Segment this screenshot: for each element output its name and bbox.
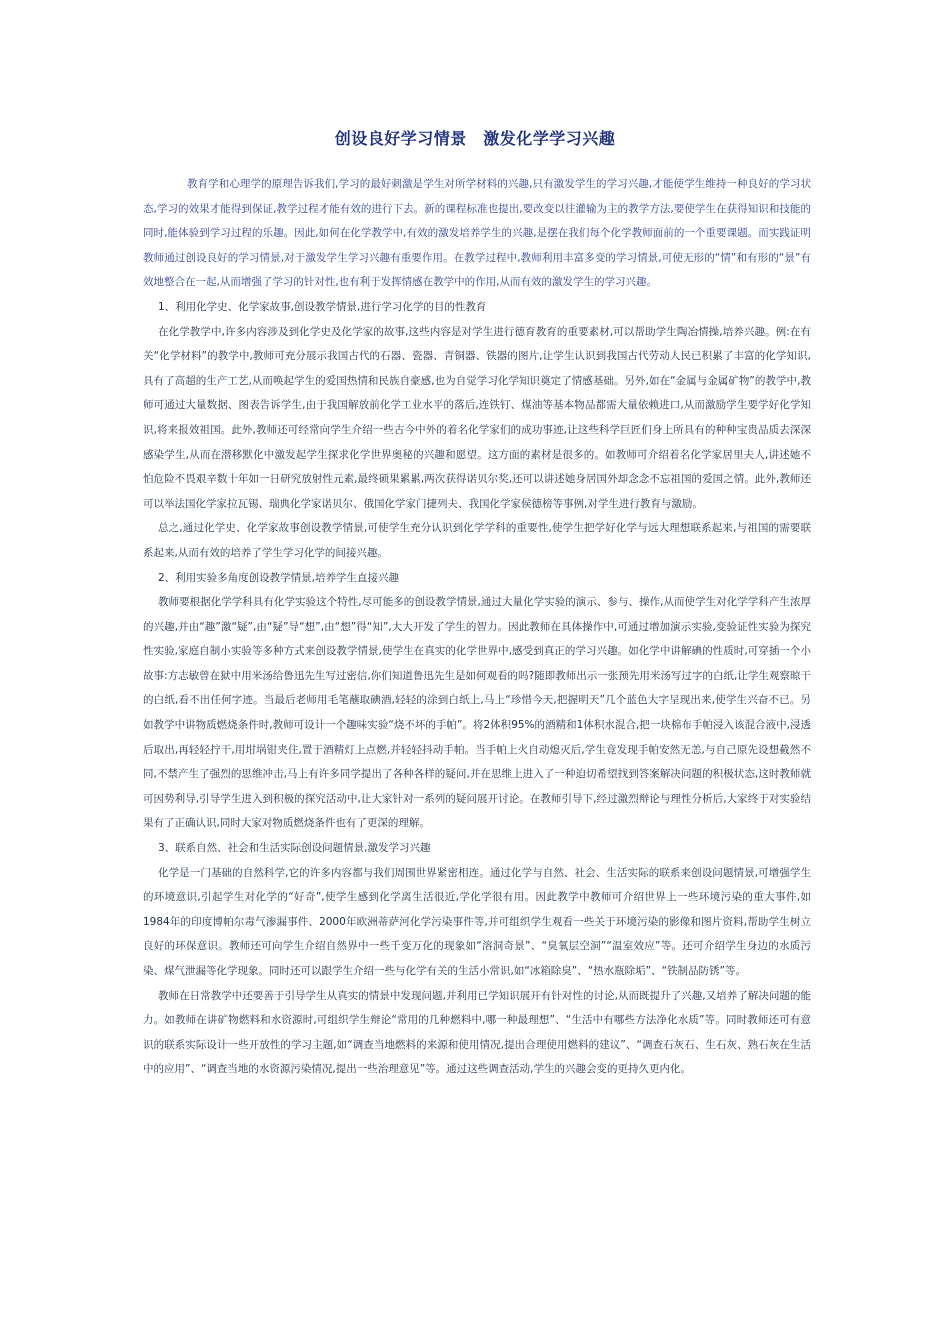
body-paragraph: 化学是一门基础的自然科学,它的许多内容都与我们周围世界紧密相连。通过化学与自然、社会、生活实际的联系来创设问题情景,可增强学生的环境意识,引起学生对化学的“好奇”,使学生感到化学离生活很近,学化学很有用。因此教学中教师可介绍世界上一些环境污染的重大事件,如1984年的印度博帕尔毒气渗漏事件、2000年欧洲蒂萨河化学污染事件等,并可组织学生观看一些关于环境污染的影像和图片资料,帮助学生树立良好的环保意识。教师还可向学生介绍自然界中一些千变万化的现象如“溶洞奇景”、“臭氧层空洞”“温室效应”等。还可介绍学生身边的水质污染、煤气泄漏等化学现象。同时还可以跟学生介绍一些与化学有关的生活小常识,如“冰箱除臭”、“热水瓶除垢”、“铁制品防锈”等。 bbox=[143, 866, 811, 977]
document-title: 创设良好学习情景 激发化学学习兴趣 bbox=[334, 129, 616, 148]
section-heading-1: 1、利用化学史、化学家故事,创设教学情景,进行学习化学的目的性教育 bbox=[158, 300, 487, 313]
section-heading-2: 2、利用实验多角度创设教学情景,培养学生直接兴趣 bbox=[158, 571, 400, 584]
document-body bbox=[143, 172, 811, 1082]
body-paragraph: 教师在日常教学中还要善于引导学生从真实的情景中发现问题,并利用已学知识展开有针对性的讨论,从而既提升了兴趣,又培养了解决问题的能力。如教师在讲矿物燃料和水资源时,可组织学生辩论“常用的几种燃料中,哪一种最理想”、“生活中有哪些方法净化水质”等。同时教师还可有意识的联系实际设计一些开放性的学习主题,如“调查当地燃料的来源和使用情况,提出合理使用燃料的建议”、“调查石灰石、生石灰、熟石灰在生活中的应用”、“调查当地的水资源污染情况,提出一些治理意见”等。通过这些调查活动,学生的兴趣会变的更持久更内化。 bbox=[143, 989, 811, 1076]
body-paragraph: 教师要根据化学学科具有化学实验这个特性,尽可能多的创设教学情景,通过大量化学实验的演示、参与、操作,从而使学生对化学学科产生浓厚的兴趣,并由“趣”激“疑”,由“疑”导“想”,由“想”得“知”,大大开发了学生的智力。因此教师在具体操作中,可通过增加演示实验,变验证性实验为探究性实验,家庭自制小实验等多种方式来创设教学情景,使学生在真实的化学世界中,感受到真正的学习兴趣。如化学中讲解碘的性质时,可穿插一个小故事:方志敏曾在狱中用米汤给鲁迅先生写过密信,你们知道鲁迅先生是如何观看的吗?随即教师出示一张预先用米汤写过字的白纸,让学生观察晾干的白纸,看不出任何字迹。当最后老师用毛笔蘸取碘酒,轻轻的涂到白纸上,马上“珍惜今天,把握明天”几个蓝色大字呈现出来,使学生兴奋不已。另如教学中讲物质燃烧条件时,教师可设计一个趣味实验“烧不坏的手帕”。将2体积95%的酒精和1体积水混合,把一块棉布手帕浸入该混合液中,浸透后取出,再轻轻拧干,用坩埚钳夹住,置于酒精灯上点燃,并轻轻抖动手帕。当手帕上火自动熄灭后,学生竟发现手帕安然无恙,与自己原先设想截然不同,不禁产生了强烈的思维冲击,马上有许多同学提出了各种各样的疑问,并在思维上进入了一种迫切希望找到答案解决问题的积极状态,这时教师就可因势利导,引导学生进入到积极的探究活动中,让大家针对一系列的疑问展开讨论。在教师引导下,经过激烈辩论与理性分析后,大家终于对实验结果有了正确认识,同时大家对物质燃烧条件也有了更深的理解。 bbox=[143, 596, 811, 830]
body-paragraph: 在化学教学中,许多内容涉及到化学史及化学家的故事,这些内容是对学生进行德育教育的重要素材,可以帮助学生陶冶情操,培养兴趣。例:在有关“化学材料”的教学中,教师可充分展示我国古代的石器、瓷器、青铜器、铁器的图片,让学生认识到我国古代劳动人民已积累了丰富的化学知识,具有了高超的生产工艺,从而唤起学生的爱国热情和民族自豪感,也为自觉学习化学知识奠定了情感基础。另外,如在“金属与金属矿物”的教学中,教师可通过大量数据、图表告诉学生,由于我国解放前化学工业水平的落后,连铁钉、煤油等基本物品都需大量依赖进口,从而激励学生要学好化学知识,将来报效祖国。此外,教师还可经常向学生介绍一些古今中外的着名化学家们的成功事迹,让这些科学巨匠们身上所具有的种种宝贵品质去深深感染学生,从而在潜移默化中激发起学生探求化学世界奥秘的兴趣和愿望。这方面的素材是很多的。如教师可介绍着名化学家居里夫人,讲述她不怕危险不畏艰辛数十年如一日研究放射性元素,最终硕果累累,两次获得诺贝尔奖,还可以讲述她身居国外却念念不忘祖国的爱国之情。此外,教师还可以举法国化学家拉瓦锡、瑞典化学家诺贝尔、俄国化学家门捷列夫、我国化学家侯德榜等事例,对学生进行教育与激励。 bbox=[143, 325, 811, 510]
intro-paragraph: 教育学和心理学的原理告诉我们,学习的最好刺激是学生对所学材料的兴趣,只有激发学生的学习兴趣,才能使学生维持一种良好的学习状态,学习的效果才能得到保证,教学过程才能有效的进行下去。新的课程标准也提出,要改变以往灌输为主的教学方法,要使学生在获得知识和技能的同时,能体验到学习过程的乐趣。因此,如何在化学教学中,有效的激发培养学生的兴趣,是摆在我们每个化学教师面前的一个重要课题。而实践证明教师通过创设良好的学习情景,对于激发学生学习兴趣有重要作用。在教学过程中,教师利用丰富多变的学习情景,可使无形的“情”和有形的“景”有效地整合在一起,从而增强了学习的针对性,也有利于发挥情感在教学中的作用,从而有效的激发学生的学习兴趣。 bbox=[143, 178, 811, 289]
body-paragraph: 总之,通过化学史、化学家故事创设教学情景,可使学生充分认识到化学学科的重要性,使学生把学好化学与远大理想联系起来,与祖国的需要联系起来,从而有效的培养了学生学习化学的间接兴趣。 bbox=[143, 522, 811, 559]
section-heading-3: 3、联系自然、社会和生活实际创设问题情景,激发学习兴趣 bbox=[158, 842, 431, 855]
